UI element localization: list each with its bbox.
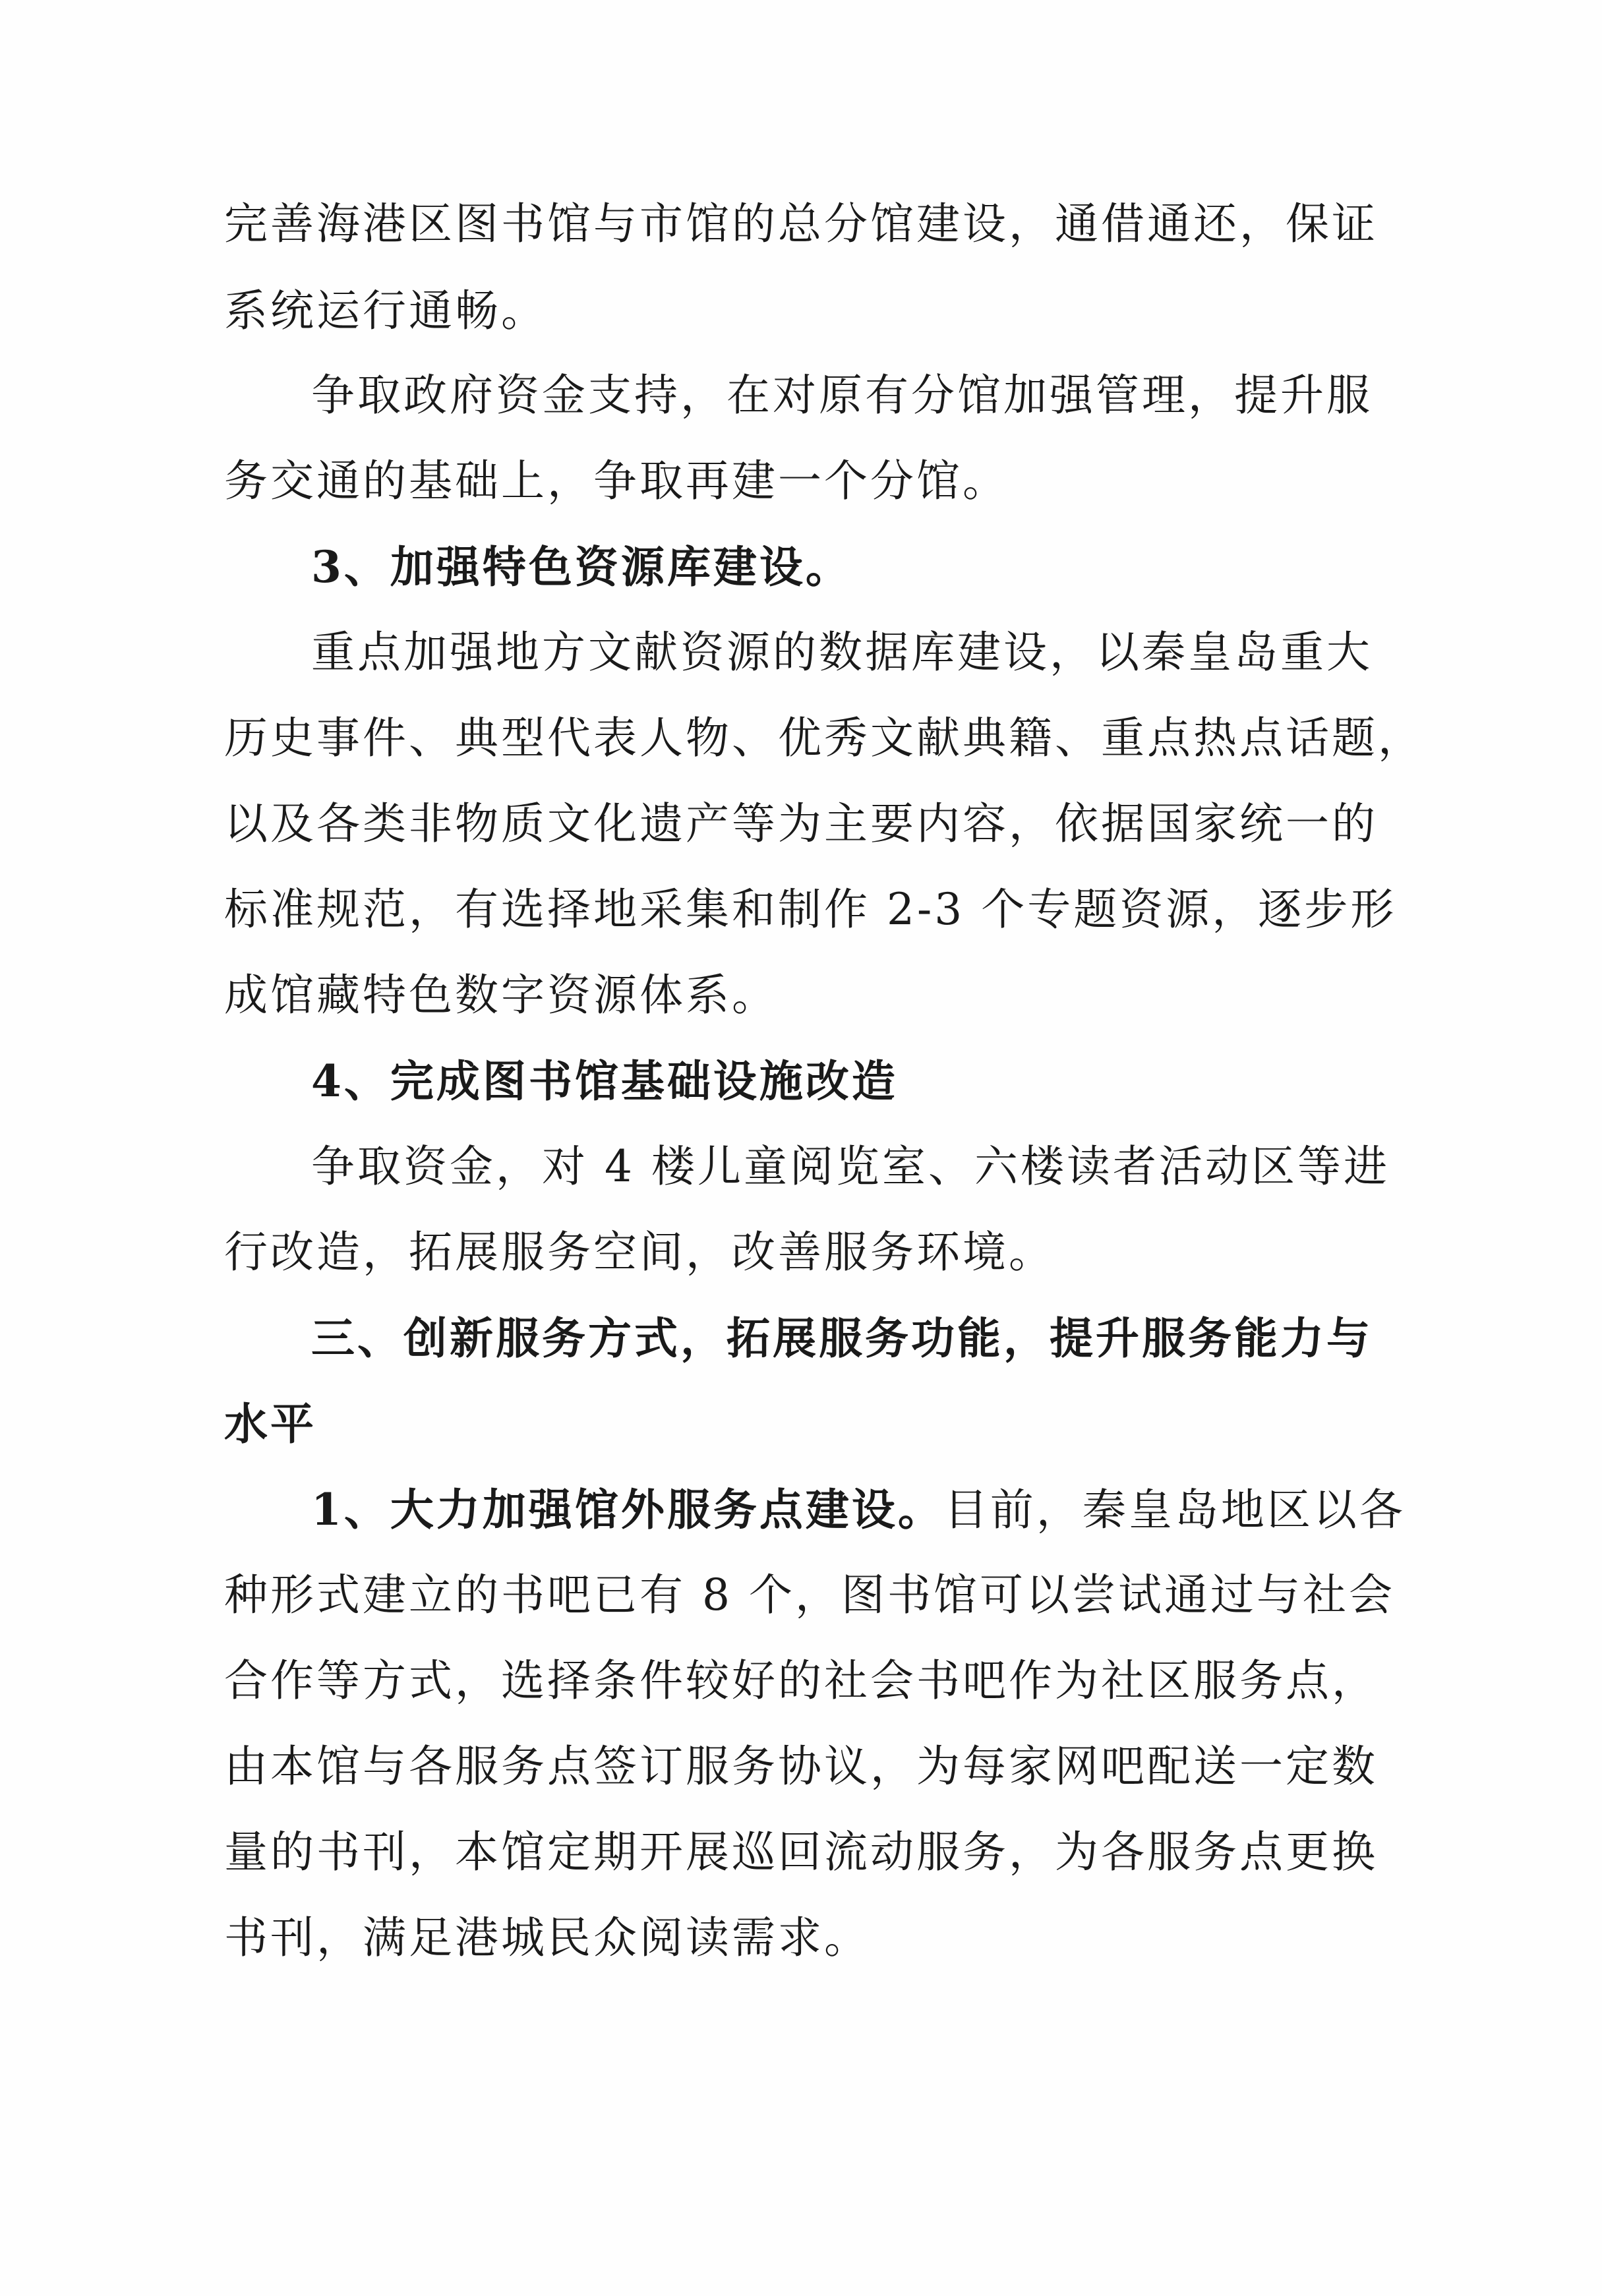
paragraph-line: 成馆藏特色数字资源体系。 (224, 970, 778, 1020)
section-heading: 4、完成图书馆基础设施改造 (311, 1055, 898, 1107)
paragraph-line: 争取政府资金支持，在对原有分馆加强管理，提升服 (311, 370, 1373, 421)
paragraph-line: 由本馆与各服务点签订服务协议，为每家网吧配送一定数 (224, 1741, 1378, 1792)
paragraph-line: 完善海港区图书馆与市馆的总分馆建设，通借通还，保证 (224, 198, 1378, 249)
paragraph-line: 以及各类非物质文化遗产等为主要内容，依据国家统一的 (224, 798, 1378, 849)
chapter-heading: 三、创新服务方式，拓展服务功能，提升服务能力与 (311, 1312, 1373, 1364)
paragraph-line: 量的书刊，本馆定期开展巡回流动服务，为各服务点更换 (224, 1827, 1378, 1877)
paragraph-line: 务交通的基础上，争取再建一个分馆。 (224, 456, 1009, 506)
paragraph-line: 行改造，拓展服务空间，改善服务环境。 (224, 1227, 1055, 1278)
chapter-heading: 水平 (224, 1398, 316, 1450)
paragraph-line: 标准规范，有选择地采集和制作 2-3 个专题资源，逐步形 (224, 884, 1397, 935)
paragraph-line: 历史事件、典型代表人物、优秀文献典籍、重点热点话题， (224, 713, 1424, 763)
paragraph-line: 争取资金，对 4 楼儿童阅览室、六楼读者活动区等进 (311, 1141, 1390, 1192)
inline-heading: 1、大力加强馆外服务点建设。 (311, 1484, 944, 1535)
paragraph-line: 合作等方式，选择条件较好的社会书吧作为社区服务点， (224, 1655, 1378, 1706)
paragraph-line-mixed (311, 1483, 1406, 1536)
section-heading: 3、加强特色资源库建设。 (311, 541, 852, 593)
paragraph-line: 系统运行通畅。 (224, 285, 547, 336)
paragraph-line: 重点加强地方文献资源的数据库建设，以秦皇岛重大 (311, 627, 1373, 678)
paragraph-line: 种形式建立的书吧已有 8 个，图书馆可以尝试通过与社会 (224, 1570, 1395, 1620)
paragraph-line: 书刊，满足港城民众阅读需求。 (224, 1912, 870, 1963)
inline-text: 目前，秦皇岛地区以各 (943, 1485, 1406, 1535)
